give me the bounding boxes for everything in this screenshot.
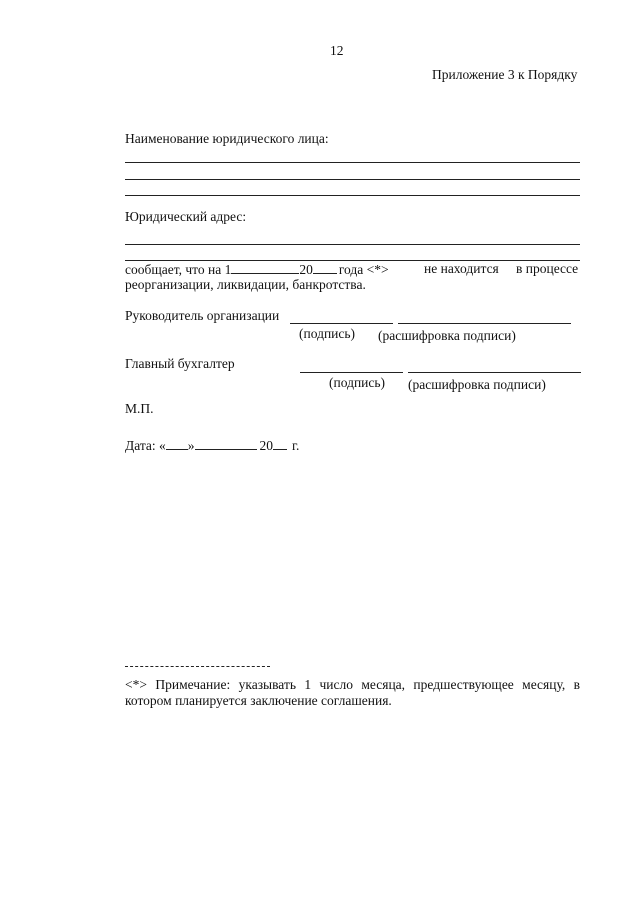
head-decoding-caption: (расшифровка подписи) [378, 328, 516, 343]
footnote-line-1 [125, 677, 580, 693]
head-signature-line[interactable] [290, 323, 393, 324]
date-day-field[interactable] [166, 437, 188, 450]
seal-mark: М.П. [125, 401, 154, 416]
page-number: 12 [330, 43, 344, 58]
accountant-decoding-caption: (расшифровка подписи) [408, 377, 546, 392]
statement-part-1: сообщает, что на 1 [125, 262, 232, 277]
statement-part-4: в процессе [516, 261, 579, 276]
date-month-field[interactable] [195, 437, 257, 450]
accountant-decoding-line[interactable] [408, 372, 581, 373]
statement-line-2: реорганизации, ликвидации, банкротства. [125, 277, 366, 292]
statement-year-prefix: 20 [299, 262, 313, 277]
statement-line-1 [125, 261, 389, 278]
entity-name-line-1[interactable] [125, 162, 580, 163]
date-line [125, 437, 299, 454]
entity-name-label: Наименование юридического лица: [125, 131, 329, 146]
entity-name-line-3[interactable] [125, 195, 580, 196]
footnote-separator [125, 666, 270, 667]
head-signature-caption: (подпись) [299, 326, 356, 341]
accountant-label: Главный бухгалтер [125, 356, 235, 371]
statement-part-2: года <*> [338, 262, 389, 277]
date-label: Дата: « [125, 438, 166, 453]
accountant-signature-caption: (подпись) [329, 375, 386, 390]
statement-day-field[interactable] [231, 261, 299, 274]
legal-address-label: Юридический адрес: [125, 209, 247, 224]
entity-name-line-2[interactable] [125, 179, 580, 180]
date-close-quote: » [187, 438, 195, 453]
accountant-signature-line[interactable] [300, 372, 403, 373]
date-suffix: г. [292, 438, 300, 453]
statement-year-field[interactable] [313, 261, 337, 274]
head-label: Руководитель организации [125, 308, 280, 323]
date-year-prefix: 20 [259, 438, 274, 453]
date-year-field[interactable] [273, 437, 287, 450]
appendix-title: Приложение 3 к Порядку [432, 67, 578, 82]
footnote-text-1: <*> Примечание: указывать 1 число месяца, предшествующее месяцу, в [125, 677, 580, 692]
legal-address-line-1[interactable] [125, 244, 580, 245]
statement-part-3: не находится [424, 261, 499, 276]
head-decoding-line[interactable] [398, 323, 571, 324]
footnote-line-2: котором планируется заключение соглашения. [125, 693, 392, 708]
